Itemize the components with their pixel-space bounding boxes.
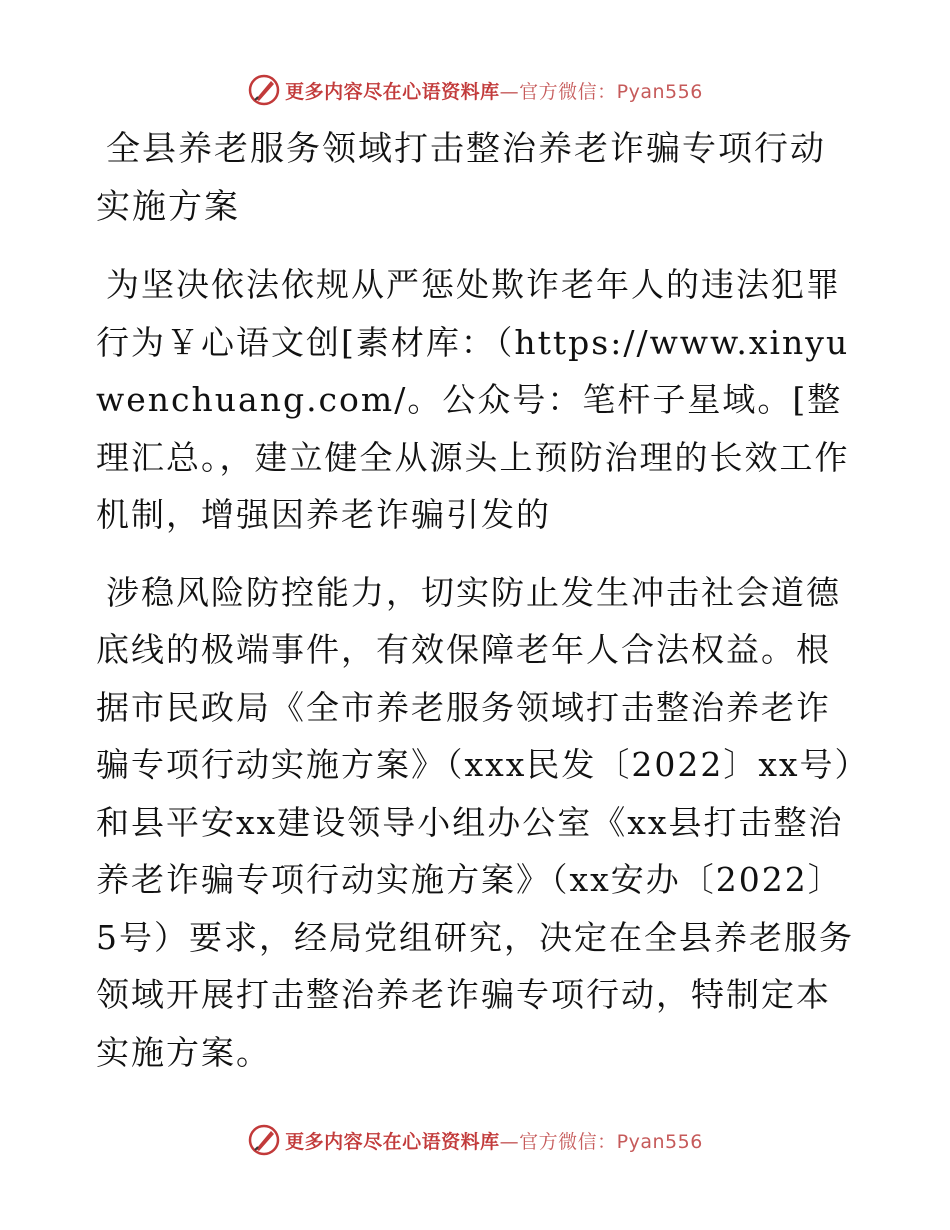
header-banner-text xyxy=(285,77,703,104)
header-banner-wechat: —官方微信：Pyan556 xyxy=(499,80,703,103)
quill-pen-logo-icon xyxy=(247,1123,281,1157)
footer-banner-text xyxy=(285,1127,703,1154)
footer-banner-wechat: —官方微信：Pyan556 xyxy=(499,1130,703,1153)
paragraph-2: 涉稳风险防控能力，切实防止发生冲击社会道德底线的极端事件，有效保障老年人合法权益。根据市民政局《全市养老服务领域打击整治养老诈骗专项行动实施方案》（xxx民发〔2022〕xx号）和县平安xx建设领导小组办公室《xx县打击整治养老诈骗专项行动实施方案》（xx安办〔2022〕5号）要求，经局党组研究，决定在全县养老服务领域开展打击整治养老诈骗专项行动，特制定本实施方案。 xyxy=(96,572,854,1072)
document-body xyxy=(96,120,856,1081)
paragraph-1: 为坚决依法依规从严惩处欺诈老年人的违法犯罪行为￥心语文创[素材库：（https://www.xinyuwenchuang.com/。公众号：笔杆子星域。[整理汇总。，建立健全从源头上预防治理的长效工作机制，增强因养老诈骗引发的 xyxy=(96,265,850,534)
document-title: 全县养老服务领域打击整治养老诈骗专项行动实施方案 xyxy=(96,129,826,227)
footer-banner-main: 更多内容尽在心语资料库 xyxy=(285,1130,500,1153)
quill-pen-logo-icon xyxy=(247,73,281,107)
header-banner-main: 更多内容尽在心语资料库 xyxy=(285,80,500,103)
header-banner xyxy=(0,70,950,110)
footer-banner xyxy=(0,1120,950,1160)
